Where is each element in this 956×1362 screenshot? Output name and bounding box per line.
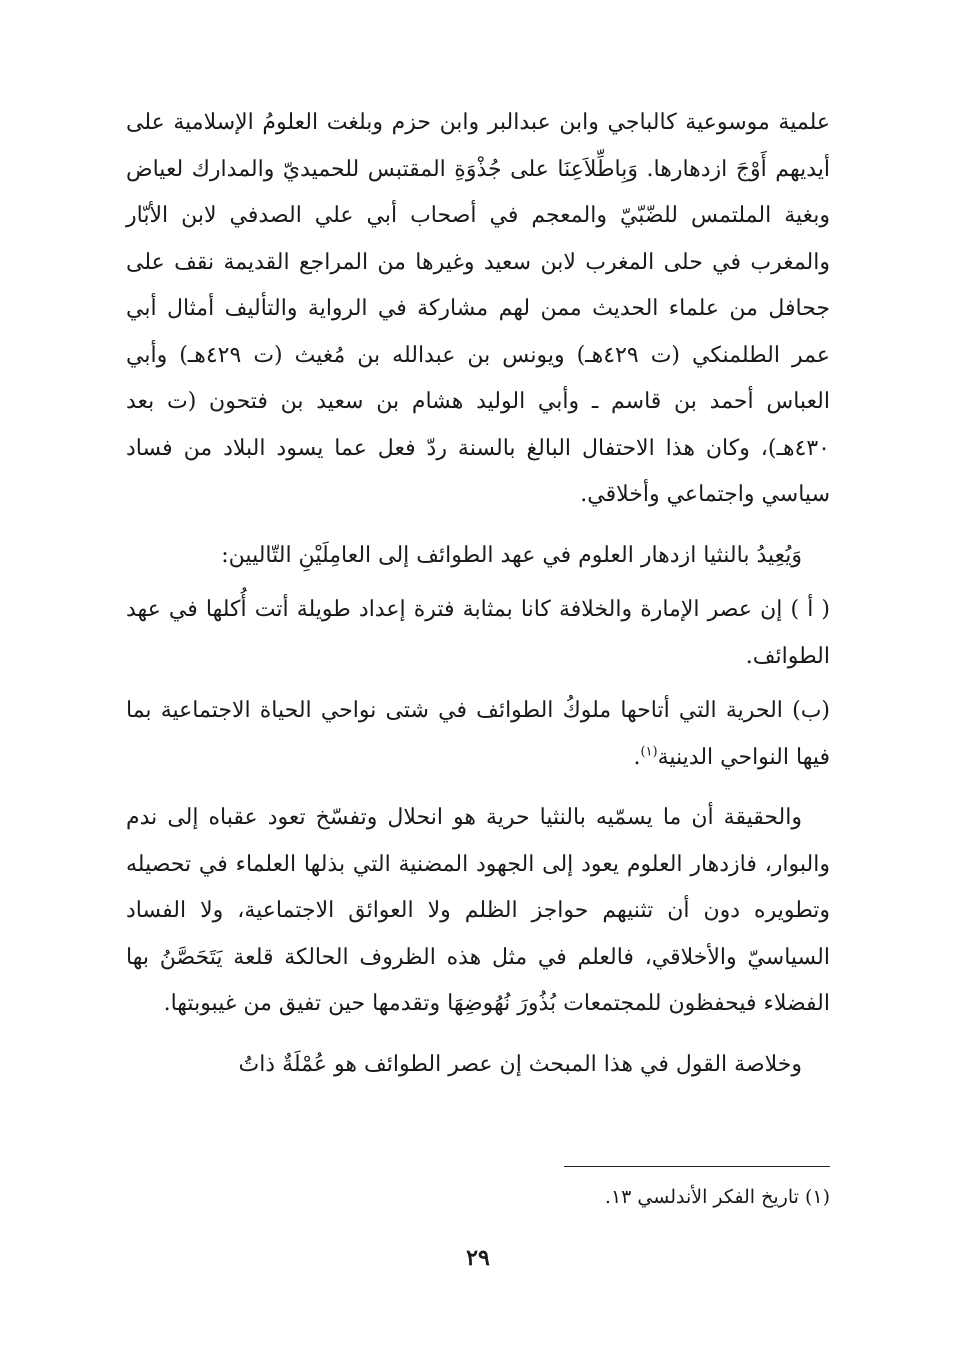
list-item-b-text: الحرية التي أتاحها ملوكُ الطوائف في شتى نواحي الحياة الاجتماعية بما فيها النواحي الدينية [126,698,830,770]
footnote-reference: (١) [640,744,658,760]
list-item-b-end: . [633,744,641,770]
paragraph-4: وخلاصة القول في هذا المبحث إن عصر الطوائف هو عُمْلَةٌ ذاتُ [238,1051,802,1077]
page-number: ٢٩ [466,1245,490,1271]
paragraph-1: علمية موسوعية كالباجي وابن عبدالبر وابن حزم وبلغت العلومُ الإسلامية على أيديهم أَوْجَ ازدهارها. وَبِاطِّلاَعِنَا على جُذْوَةِ المقتبس للحميديّ والمدارك لعياض وبغية الملتمس للضّبّيّ والمعجم في أصحاب أبي علي الصدفي لابن الأبّار والمغرب في حلى المغرب لابن سعيد وغيرها من المراجع القديمة نقف على جحافل من علماء الحديث ممن لهم مشاركة في الرواية والتأليف أمثال أبي عمر الطلمنكي (ت ٤٢٩هـ) ويونس بن عبدالله بن مُغيث (ت ٤٢٩هـ) وأبي العباس أحمد بن قاسم ـ وأبي الوليد هشام بن سعيد بن فتحون (ت بعد ٤٣٠هـ)، وكان هذا الاحتفال البالغ بالسنة ردّ فعل عما يسود البلاد من فساد سياسي واجتماعي وأخلاقي. [126,110,830,507]
paragraph-2: وَيُعِيدُ بالنثيا ازدهار العلوم في عهد الطوائف إلى العامِلَيْنِ التّاليين: [221,542,802,568]
list-item-a [126,587,830,680]
footnote-divider [564,1166,830,1167]
list-item-b-marker: (ب) [792,698,830,723]
main-text [126,100,830,1088]
list-item-b [126,688,830,781]
paragraph-3: والحقيقة أن ما يسمّيه بالنثيا حرية هو انحلال وتفسّخ تعود عقباه إلى ندم والبوار، فازدهار العلوم يعود إلى الجهود المضنية التي بذلها العلماء في تحصيله وتطويره دون أن تثنيهم حواجز الظلم ولا العوائق الاجتماعية، ولا الفساد السياسيّ والأخلاقي، فالعلم في مثل هذه الظروف الحالكة قلعة يَتَحَصَّنُ بها الفضلاء فيحفظون للمجتمعات بُذُورَ نُهُوضِهَا وتقدمها حين تفيق من غيبوبتها. [126,805,830,1016]
footnote: (١) تاريخ الفكر الأندلسي ١٣. [604,1186,830,1208]
list-item-a-text: إن عصر الإمارة والخلافة كانا بمثابة فترة إعداد طويلة أتت أُكلها في عهد الطوائف. [126,597,830,669]
list-item-a-marker: ( أ ) [790,597,831,622]
